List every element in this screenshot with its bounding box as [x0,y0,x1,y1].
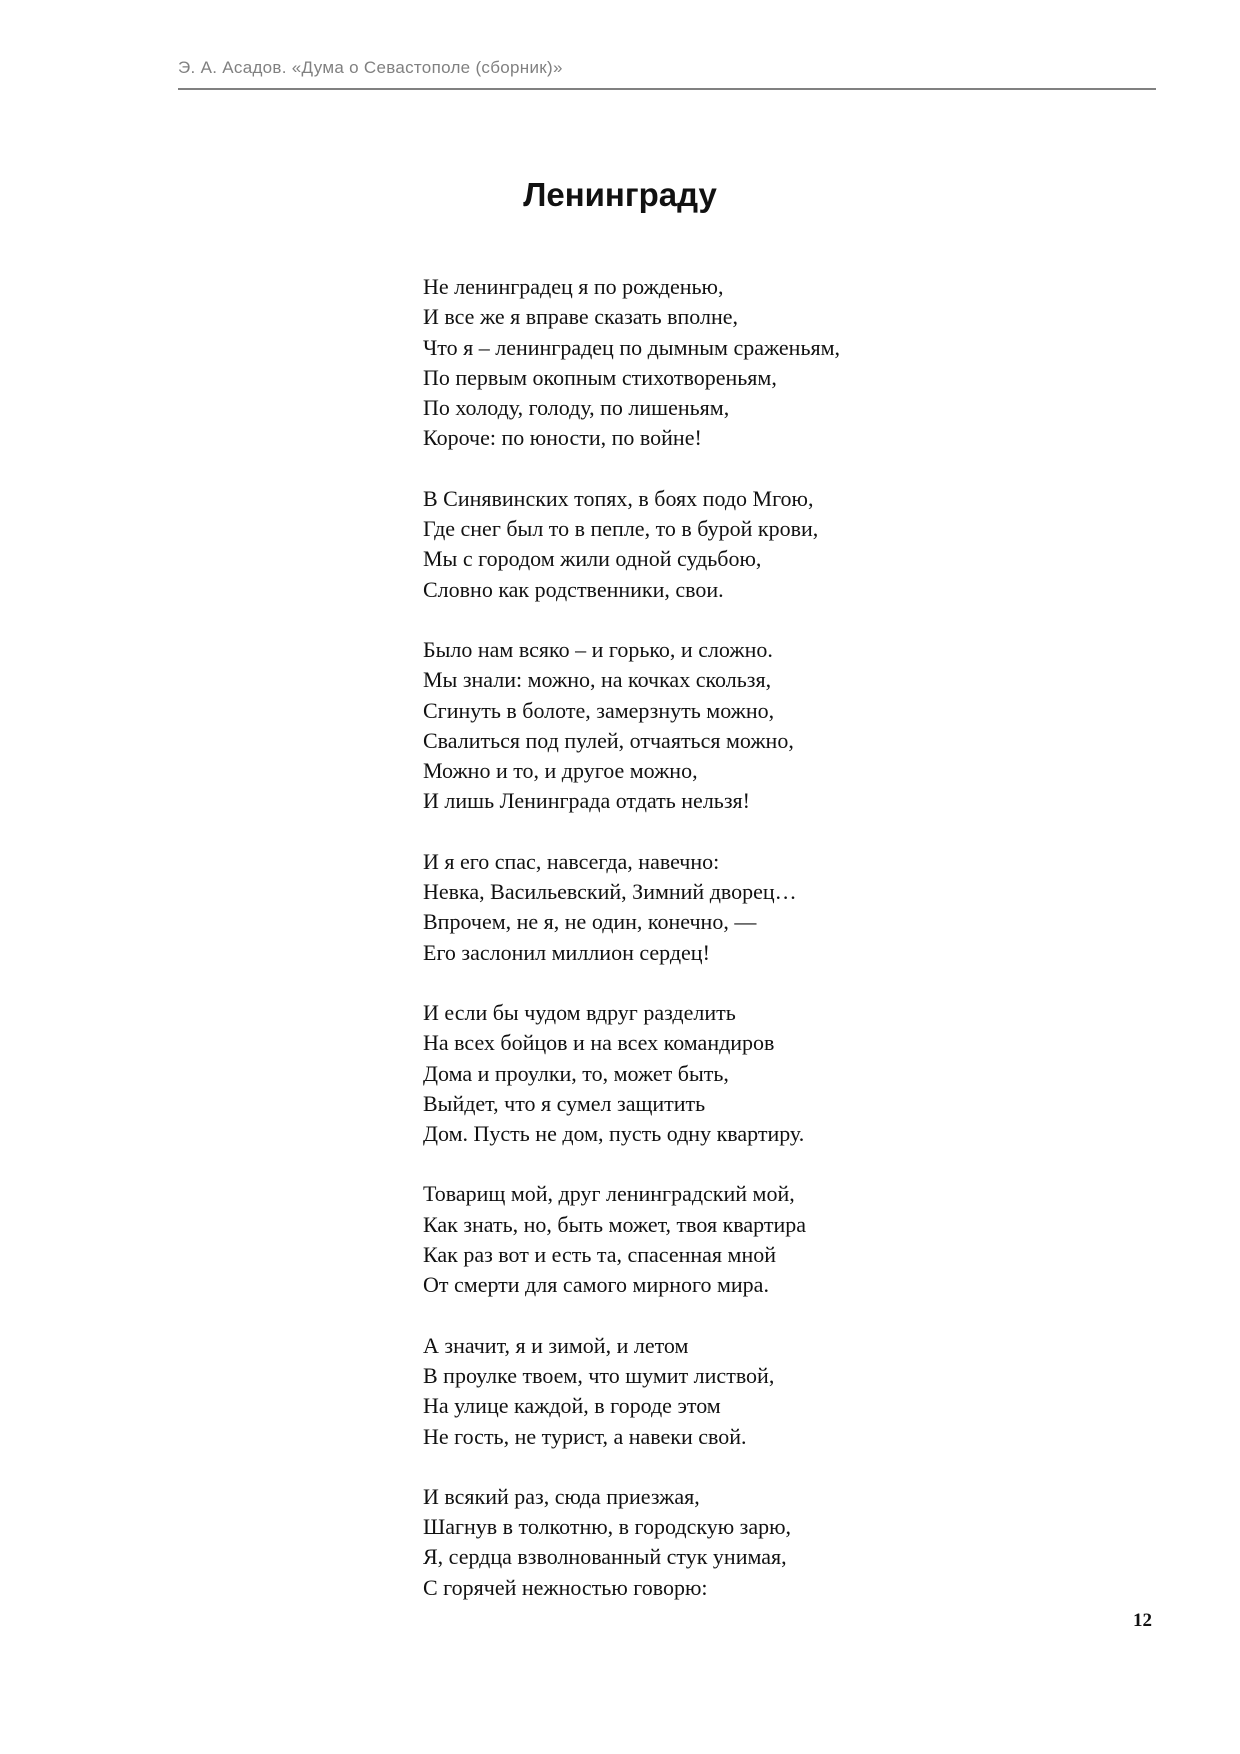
stanza [423,998,1123,1149]
poem-line: Словно как родственники, свои. [423,576,724,602]
poem-line: Я, сердца взволнованный стук унимая, [423,1544,787,1570]
poem-line: Как раз вот и есть та, спасенная мной [423,1242,776,1268]
poem-body [423,272,1123,1633]
stanza [423,484,1123,605]
poem-line: По холоду, голоду, по лишеньям, [423,395,730,421]
poem-line: От смерти для самого мирного мира. [423,1272,769,1298]
poem-line: В Синявинских топях, в боях подо Мгою, [423,485,814,511]
stanza [423,847,1123,968]
stanza [423,1331,1123,1452]
poem-line: И лишь Ленинграда отдать нельзя! [423,788,750,814]
poem-line: По первым окопным стихотвореньям, [423,364,777,390]
poem-line: Короче: по юности, по войне! [423,425,702,451]
poem-line: Шагнув в толкотню, в городскую зарю, [423,1514,792,1540]
stanza [423,272,1123,454]
poem-line: В проулке твоем, что шумит листвой, [423,1362,775,1388]
poem-line: Его заслонил миллион сердец! [423,939,710,965]
poem-title: Ленинграду [523,176,717,213]
poem-line: И если бы чудом вдруг разделить [423,999,736,1025]
running-header-text: Э. А. Асадов. «Дума о Севастополе (сборник)» [178,58,563,77]
poem-line: А значит, я и зимой, и летом [423,1332,689,1358]
poem-line: Не ленинградец я по рожденью, [423,274,724,299]
stanza [423,1179,1123,1300]
page-number: 12 [1133,1610,1152,1631]
poem-line: На улице каждой, в городе этом [423,1393,721,1419]
poem-line: Было нам всяко – и горько, и сложно. [423,636,773,662]
poem-line: Не гость, не турист, а навеки свой. [423,1423,747,1449]
poem-line: Впрочем, не я, не один, конечно, — [423,909,757,935]
poem-line: И всякий раз, сюда приезжая, [423,1483,700,1509]
poem-line: Мы знали: можно, на кочках скользя, [423,667,772,693]
poem-line: Выйдет, что я сумел защитить [423,1090,706,1116]
poem-line: Сгинуть в болоте, замерзнуть можно, [423,697,775,723]
poem-line: На всех бойцов и на всех командиров [423,1030,775,1056]
poem-line: Что я – ленинградец по дымным сраженьям, [423,334,841,360]
poem-line: И все же я вправе сказать вполне, [423,304,738,330]
poem-line: Свалиться под пулей, отчаяться можно, [423,727,794,753]
poem-line: Мы с городом жили одной судьбою, [423,546,762,572]
poem-line: Где снег был то в пепле, то в бурой крови, [423,516,819,542]
poem-line: С горячей нежностью говорю: [423,1574,708,1600]
poem-line: Товарищ мой, друг ленинградский мой, [423,1181,795,1207]
running-header [178,54,1156,90]
poem-line: Дом. Пусть не дом, пусть одну квартиру. [423,1121,805,1147]
poem-line: Невка, Васильевский, Зимний дворец… [423,879,797,905]
poem-line: Как знать, но, быть может, твоя квартира [423,1211,807,1237]
stanza [423,635,1123,817]
poem-line: Можно и то, и другое можно, [423,758,698,784]
stanza [423,1482,1123,1603]
poem-line: Дома и проулки, то, может быть, [423,1060,729,1086]
poem-line: И я его спас, навсегда, навечно: [423,848,720,874]
